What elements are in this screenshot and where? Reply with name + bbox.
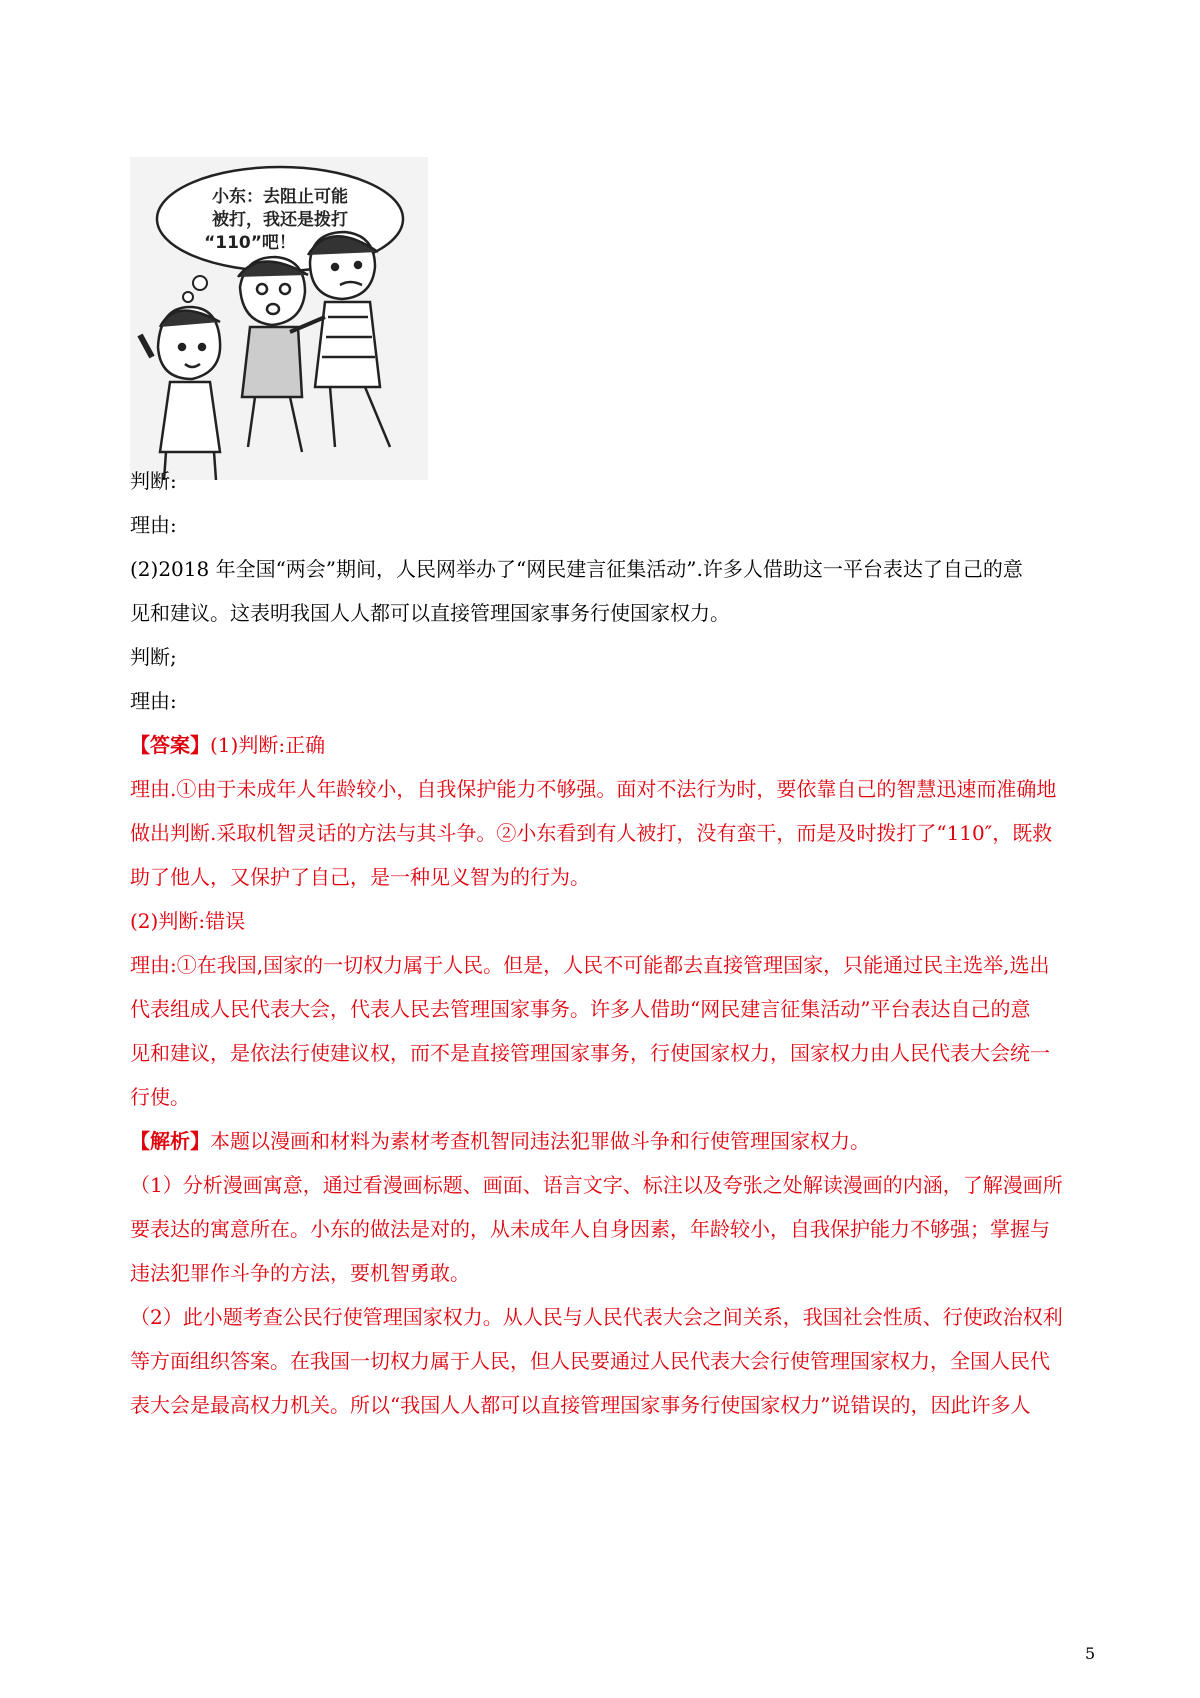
q1-judge-label: 判断: (130, 469, 177, 493)
analysis-part2-line: 等方面组织答案。在我国一切权力属于人民，但人民要通过人民代表大会行使管理国家权力，全国人民代 (130, 1349, 1050, 1373)
analysis-heading (130, 1126, 1090, 1156)
analysis-part1-line: 要表达的寓意所在。小东的做法是对的，从未成年人自身因素，年龄较小，自我保护能力不够强；掌握与 (130, 1217, 1050, 1241)
answer-part2-line: 代表组成人民代表大会，代表人民去管理国家事务。许多人借助“网民建言征集活动”平台表达自己的意 (130, 997, 1031, 1021)
speech-line-1: 小东：去阻止可能 (212, 187, 348, 207)
analysis-intro: 本题以漫画和材料为素材考查机智同违法犯罪做斗争和行使管理国家权力。 (210, 1129, 870, 1153)
q2-judge-label: 判断; (130, 645, 177, 669)
q1-reason-label: 理由: (130, 513, 177, 537)
answer-part1-head: (1)判断:正确 (210, 733, 326, 757)
analysis-part2-line: 表大会是最高权力机关。所以“我国人人都可以直接管理国家事务行使国家权力”说错误的，因此许多人 (130, 1393, 1031, 1417)
q2-reason-label: 理由: (130, 689, 177, 713)
analysis-part2-line: （2）此小题考查公民行使管理国家权力。从人民与人民代表大会之间关系，我国社会性质、行使政治权利 (130, 1305, 1063, 1329)
q2-text-line-2: 见和建议。这表明我国人人都可以直接管理国家事务行使国家权力。 (130, 601, 730, 625)
speech-line-2: 被打，我还是拨打 (212, 210, 348, 230)
cartoon-illustration (130, 157, 428, 480)
analysis-part1-line: （1）分析漫画寓意，通过看漫画标题、画面、语言文字、标注以及夸张之处解读漫画的内涵，了解漫画所 (130, 1173, 1063, 1197)
answer-part1-line: 助了他人，又保护了自己，是一种见义智为的行为。 (130, 865, 590, 889)
person-on-phone (140, 307, 220, 480)
answer-part1-line: 做出判断.采取机智灵话的方法与其斗争。②小东看到有人被打，没有蛮干，而是及时拨打了“110″，既救 (130, 821, 1053, 845)
answer-part2-head: (2)判断:错误 (130, 909, 246, 933)
answer-part1-line: 理由.①由于未成年人年龄较小，自我保护能力不够强。面对不法行为时，要依靠自己的智慧迅速而准确地 (130, 777, 1057, 801)
analysis-part1-line: 违法犯罪作斗争的方法，要机智勇敢。 (130, 1261, 470, 1285)
page-number: 5 (1085, 1644, 1096, 1663)
speech-line-3: “110”吧！ (204, 233, 296, 253)
answer-part2-line: 行使。 (130, 1085, 190, 1109)
answer-tag: 【答案】 (130, 733, 210, 757)
q2-text-line-1: (2)2018 年全国“两会”期间，人民网举办了“网民建言征集活动”.许多人借助这一平台表达了自己的意 (130, 557, 1023, 581)
answer-part2-line: 理由:①在我国,国家的一切权力属于人民。但是，人民不可能都去直接管理国家，只能通过民主选举,选出 (130, 953, 1050, 977)
answer-part2-line: 见和建议，是依法行使建议权，而不是直接管理国家事务，行使国家权力，国家权力由人民代表大会统一 (130, 1041, 1050, 1065)
analysis-tag: 【解析】 (130, 1129, 210, 1153)
person-being-hit (238, 257, 308, 452)
answer-heading (130, 730, 1090, 760)
